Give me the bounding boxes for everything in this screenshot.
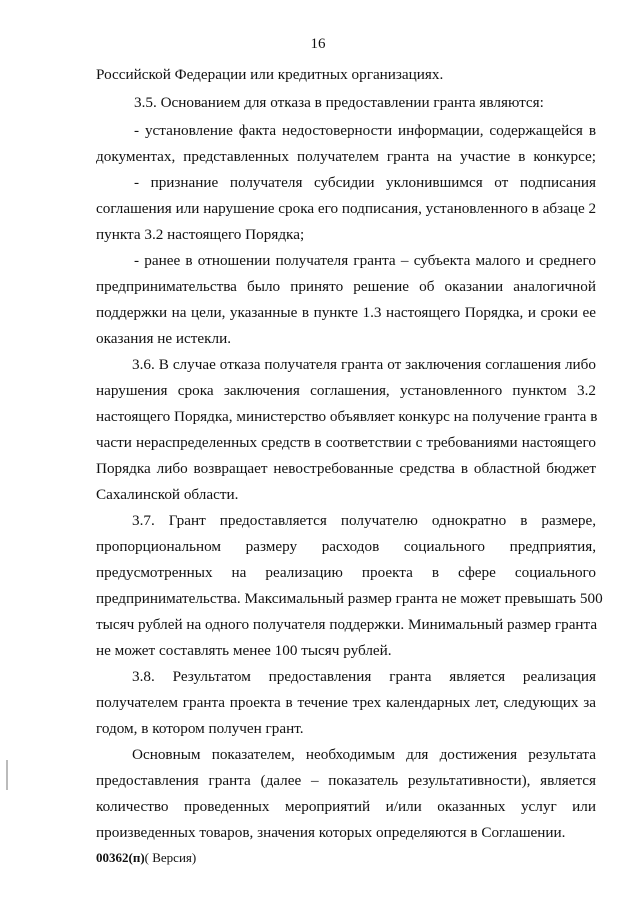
text-line: 3.7. Грант предоставляется получателю однократно в размере, [132,512,596,529]
text-line: нарушения срока заключения соглашения, установленного пунктом 3.2 [96,382,596,399]
document-footer [96,850,196,866]
text-line: пункта 3.2 настоящего Порядка; [96,226,305,243]
text-line: Основным показателем, необходимым для достижения результата [132,746,596,763]
text-line: не может составлять менее 100 тысяч рублей. [96,642,392,659]
text-line: Порядка либо возвращает невостребованные средства в областной бюджет [96,460,596,477]
text-line: получателем гранта проекта в течение трех календарных лет, следующих за [96,694,596,711]
text-line: 3.5. Основанием для отказа в предоставлении гранта являются: [134,94,544,111]
text-line: тысяч рублей на одного получателя поддержки. Минимальный размер гранта [96,616,598,633]
text-line: предпринимательства было принято решение об оказании аналогичной [96,278,596,295]
text-line: предпринимательства. Максимальный размер гранта не может превышать 500 [96,590,603,607]
text-line: Российской Федерации или кредитных организациях. [96,66,444,83]
text-line: произведенных товаров, значения которых определяются в Соглашении. [96,824,566,841]
scan-edge-mark [6,760,8,790]
text-line: 3.8. Результатом предоставления гранта является реализация [132,668,596,685]
text-line: пропорциональном размеру расходов социального предприятия, [96,538,596,555]
text-line: - признание получателя субсидии уклонившимся от подписания [134,174,596,191]
document-code: 00362(п) [96,850,145,865]
text-line: оказания не истекли. [96,330,232,347]
text-line: количество проведенных мероприятий и/или оказанных услуг или [96,798,596,815]
text-line: - установление факта недостоверности информации, содержащейся в [134,122,596,139]
text-line: поддержки на цели, указанные в пункте 1.3 настоящего Порядка, и сроки ее [96,304,596,321]
text-line: - ранее в отношении получателя гранта – субъекта малого и среднего [134,252,596,269]
text-line: годом, в котором получен грант. [96,720,304,737]
text-line: документах, представленных получателем гранта на участие в конкурсе; [96,148,596,165]
page-number: 16 [310,36,326,52]
document-version: ( Версия) [144,850,197,865]
text-line: части нераспределенных средств в соответствии с требованиями настоящего [96,434,596,451]
text-line: предоставления гранта (далее – показатель результативности), является [96,772,596,789]
text-line: соглашения или нарушение срока его подписания, установленного в абзаце 2 [96,200,597,217]
text-line: настоящего Порядка, министерство объявляет конкурс на получение гранта в [96,408,598,425]
text-line: 3.6. В случае отказа получателя гранта от заключения соглашения либо [132,356,596,373]
text-line: Сахалинской области. [96,486,239,503]
text-line: предусмотренных на реализацию проекта в сфере социального [96,564,596,581]
